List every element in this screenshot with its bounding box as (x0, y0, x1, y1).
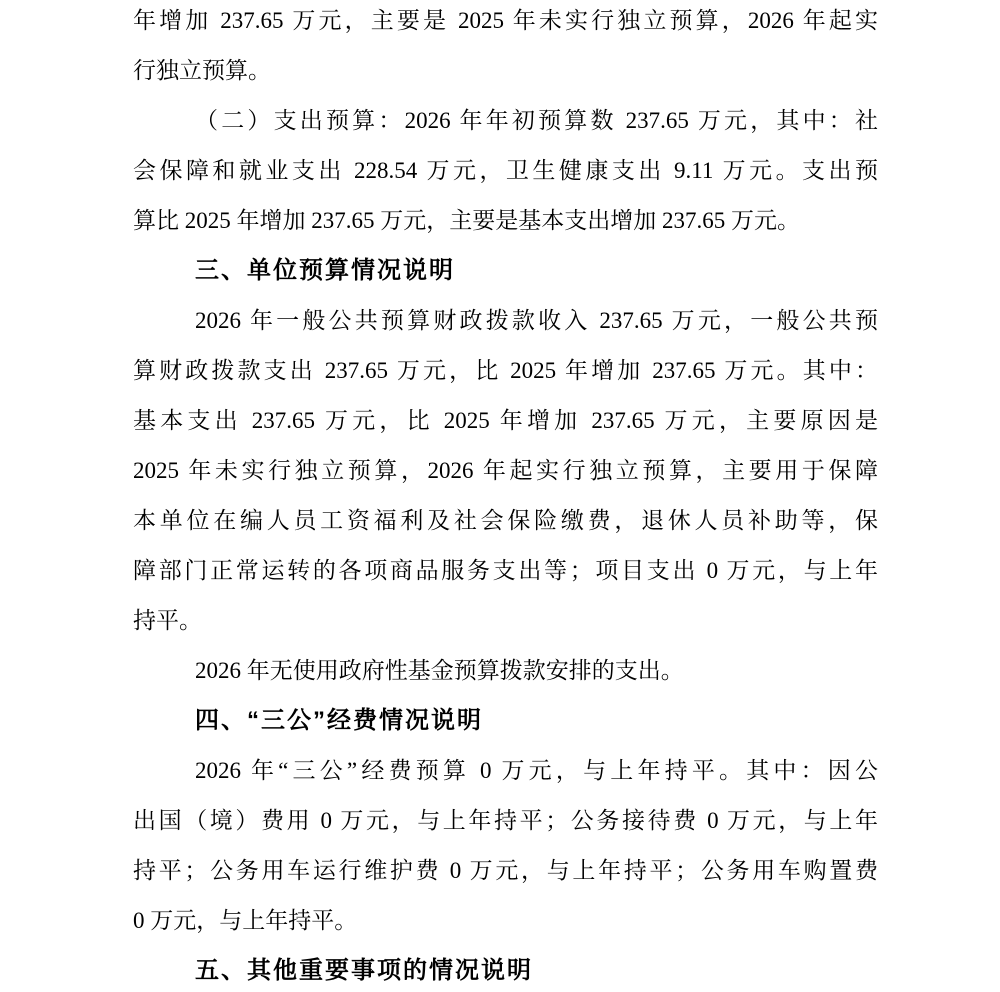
document-text-body (133, 0, 878, 992)
paragraph-line: 2026 年一般公共预算财政拨款收入 237.65 万元，一般公共预 (195, 308, 878, 333)
paragraph-line: 2026 年“三公”经费预算 0 万元，与上年持平。其中：因公 (195, 758, 878, 783)
section-heading: 五、其他重要事项的情况说明 (195, 957, 533, 984)
paragraph-line: 2025 年未实行独立预算，2026 年起实行独立预算，主要用于保障 (133, 458, 878, 483)
section-heading: 三、单位预算情况说明 (195, 257, 455, 284)
paragraph-line: 本单位在编人员工资福利及社会保险缴费，退休人员补助等，保 (133, 508, 878, 533)
paragraph-line: 持平。 (133, 608, 202, 633)
paragraph-line: （二）支出预算：2026 年年初预算数 237.65 万元，其中：社 (195, 108, 878, 133)
paragraph-line: 出国（境）费用 0 万元，与上年持平；公务接待费 0 万元，与上年 (133, 808, 878, 833)
paragraph-line: 基本支出 237.65 万元，比 2025 年增加 237.65 万元，主要原因是 (133, 408, 878, 433)
paragraph-line: 持平；公务用车运行维护费 0 万元，与上年持平；公务用车购置费 (133, 858, 878, 883)
paragraph-line: 算财政拨款支出 237.65 万元，比 2025 年增加 237.65 万元。其中： (133, 358, 878, 383)
paragraph-line: 0 万元，与上年持平。 (133, 908, 358, 933)
paragraph-line: 会保障和就业支出 228.54 万元，卫生健康支出 9.11 万元。支出预 (133, 158, 878, 183)
paragraph-line: 行独立预算。 (133, 58, 271, 83)
paragraph-line: 算比 2025 年增加 237.65 万元，主要是基本支出增加 237.65 万元。 (133, 208, 800, 233)
paragraph-line: 障部门正常运转的各项商品服务支出等；项目支出 0 万元，与上年 (133, 558, 878, 583)
paragraph-line: 年增加 237.65 万元，主要是 2025 年未实行独立预算，2026 年起实 (133, 8, 878, 33)
section-heading: 四、“三公”经费情况说明 (195, 707, 483, 734)
paragraph-line: 2026 年无使用政府性基金预算拨款安排的支出。 (195, 658, 684, 683)
